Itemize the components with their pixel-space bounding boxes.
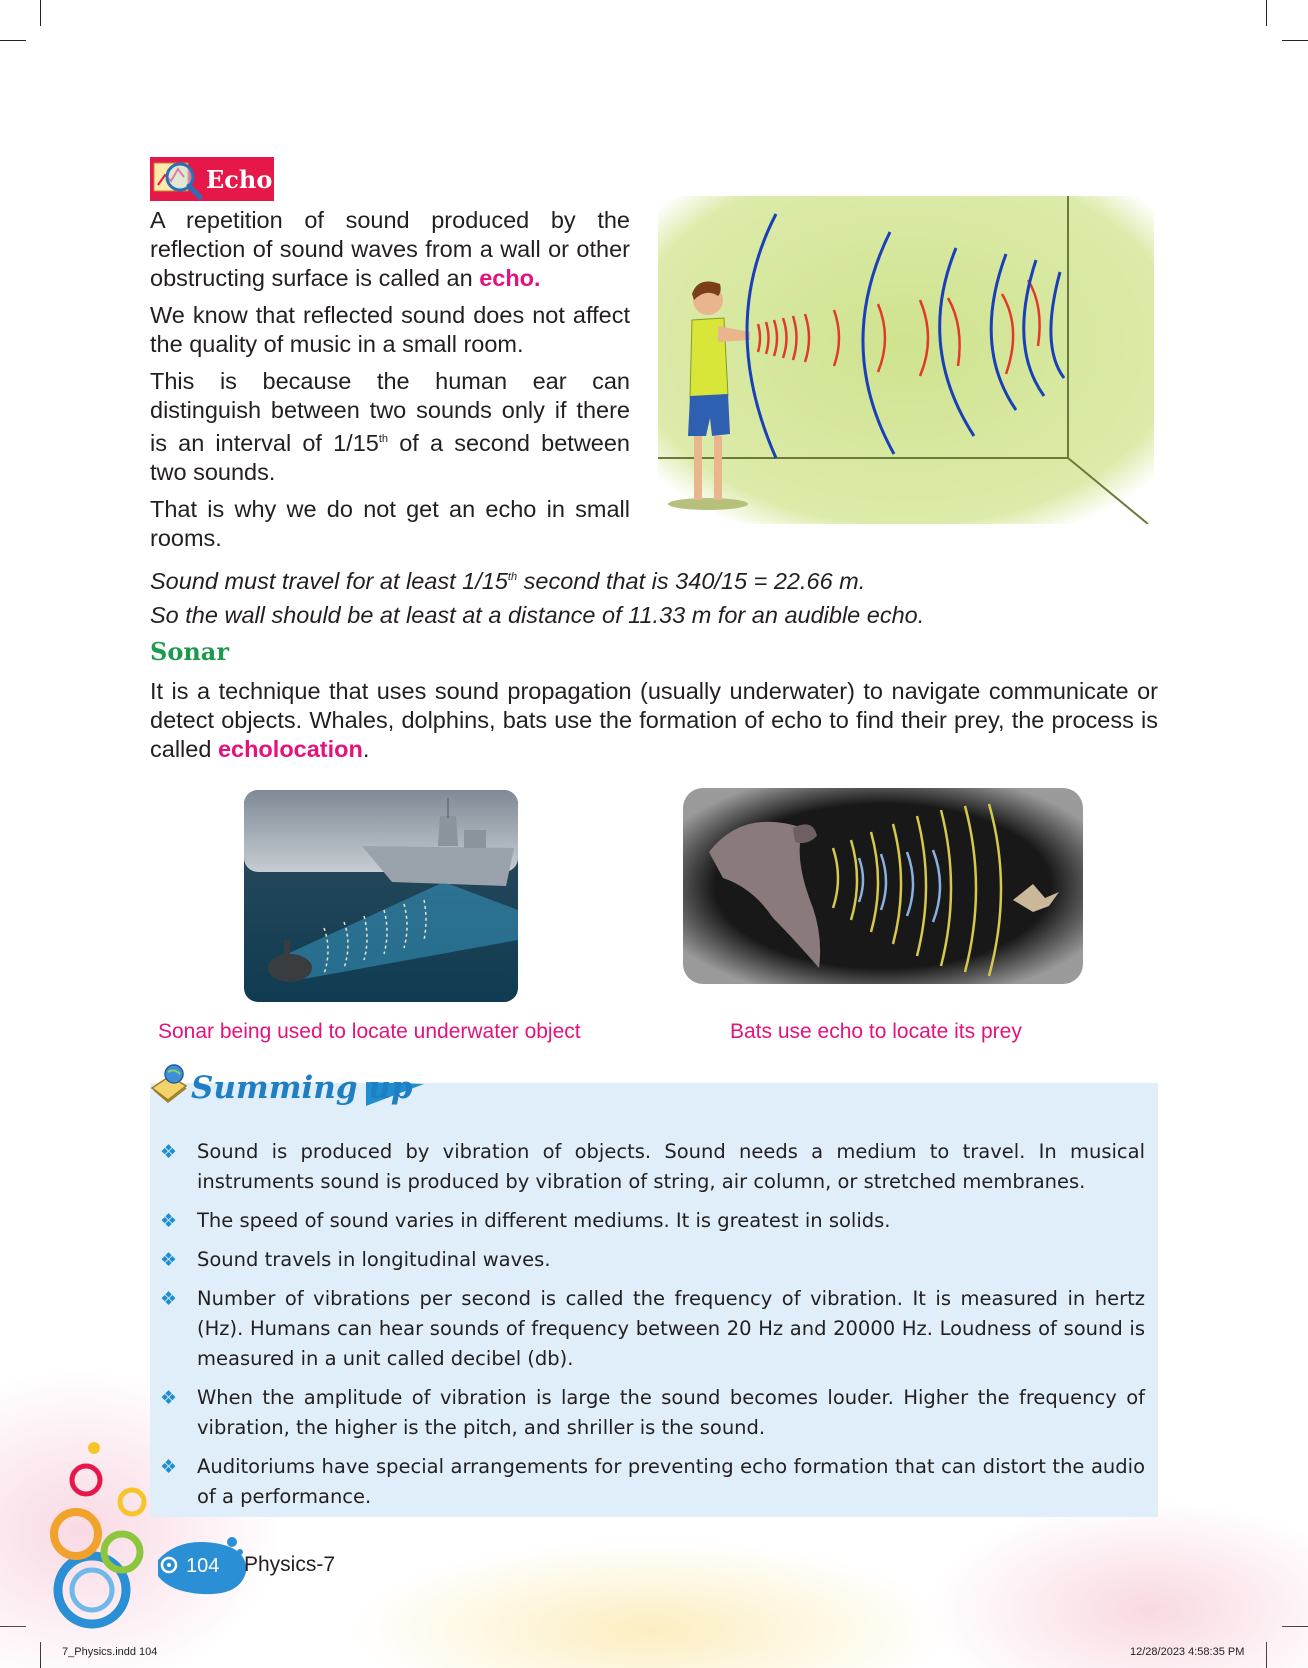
print-slug-timestamp: 12/28/2023 4:58:35 PM [1130,1646,1245,1658]
echo-para-4: That is why we do not get an echo in small rooms. [150,495,630,551]
sonar-ship-image [244,790,518,1002]
summing-up-list [150,1137,1145,1521]
page-number: 104 [186,1555,220,1577]
crop-mark [1266,0,1267,26]
echo-para-2: We know that reflected sound does not affect the quality of music in a small room. [150,302,630,357]
echo-illustration [658,196,1154,524]
echo-para-3: This is because the human ear can distinguish between two sounds only if there is an interval of 1/15th of a second between two sounds. [150,368,630,485]
echo-heading-badge [150,157,274,201]
crop-mark [0,40,26,41]
summary-item: ❖ The speed of sound varies in different mediums. It is greatest in solids. [150,1206,1145,1236]
summing-up-title: Summing up [191,1070,413,1106]
bat-caption: Bats use echo to locate its prey [730,1020,1022,1043]
sonar-caption: Sonar being used to locate underwater object [158,1020,581,1043]
print-slug-file: 7_Physics.indd 104 [62,1646,158,1658]
bullet-diamond-icon: ❖ [160,1288,178,1310]
bullet-diamond-icon: ❖ [160,1210,178,1232]
summary-item: ❖ Auditoriums have special arrangements for preventing echo formation that can distort the audio of a performance. [150,1452,1145,1512]
echo-term: echo. [479,265,541,291]
summary-item: ❖ When the amplitude of vibration is large the sound becomes louder. Higher the frequency of vibration, the higher is the pitch, and shriller is the sound. [150,1383,1145,1443]
echo-definition: A repetition of sound produced by the reflection of sound waves from a wall or other obstructing surface is called an echo. [150,207,630,291]
echo-heading: Echo [206,164,273,194]
bullet-diamond-icon: ❖ [160,1141,178,1163]
summary-item: ❖ Number of vibrations per second is called the frequency of vibration. It is measured in hertz (Hz). Humans can hear sounds of frequency between 20 Hz and 20000 Hz. Loudness of sound is measured in a unit called decibel (db). [150,1284,1145,1374]
crop-mark [40,0,41,26]
echo-calculation-1: Sound must travel for at least 1/15th second that is 340/15 = 22.66 m. [150,567,866,594]
book-globe-icon [148,1062,190,1104]
summary-item: ❖ Sound travels in longitudinal waves. [150,1245,1145,1275]
decorative-circles [40,1440,160,1630]
sonar-heading: Sonar [150,637,229,666]
page-swirl-icon [160,1556,178,1574]
bat-echolocation-image [683,788,1083,984]
bullet-diamond-icon: ❖ [160,1456,178,1478]
echo-calculation-2: So the wall should be at least at a distance of 11.33 m for an audible echo. [150,602,925,628]
sonar-paragraph: It is a technique that uses sound propagation (usually underwater) to navigate communicate or detect objects. Whales, dolphins, bats use the formation of echo to find their prey, the process is called echolocation. [150,678,1158,762]
echolocation-term: echolocation [217,736,363,762]
bullet-diamond-icon: ❖ [160,1249,178,1271]
magnifier-chart-icon [150,157,204,201]
bullet-diamond-icon: ❖ [160,1387,178,1409]
summary-item: ❖ Sound is produced by vibration of objects. Sound needs a medium to travel. In musical instruments sound is produced by vibration of string, air column, or stretched membranes. [150,1137,1145,1197]
echo-text-column [150,206,630,553]
book-title: Physics-7 [244,1553,336,1576]
crop-mark [1282,40,1308,41]
